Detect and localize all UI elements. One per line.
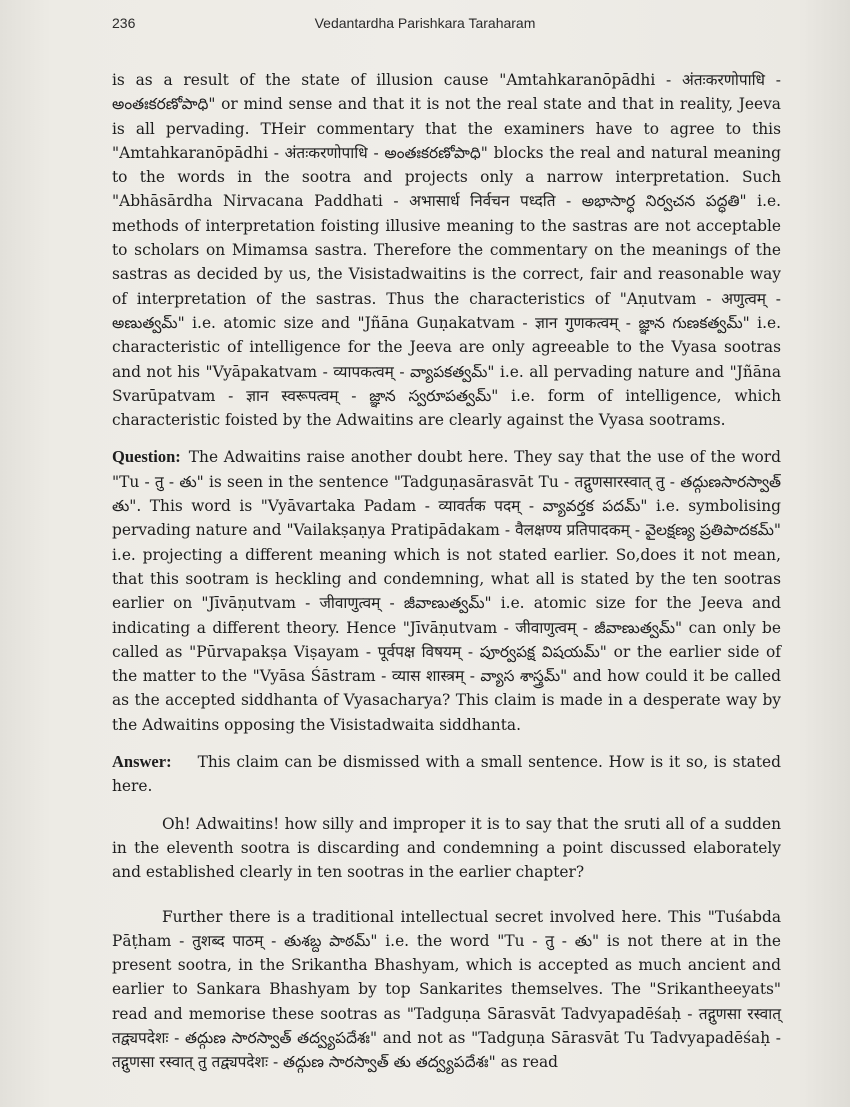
answer-text: This claim can be dismissed with a small sentence. How is it so, is stated here. xyxy=(112,753,781,796)
paragraph-tradition: Further there is a traditional intellectual secret involved here. This "Tuśabda Pāṭham - तुशब्द पाठम् - తుశబ్ద పాఠమ్" i.e. the word "Tu - तु - తు" is not there at in the present sootra, in the Srikantha Bhashyam, which is accepted as much ancient and earlier to Sankara Bhashyam by top Sankarites themselves. The "Srikantheeyats" read and memorise these sootras as "Tadguṇa Sārasvāt Tadvyapadēśaḥ - तद्गुणसा रस्वात् तद्व्यपदेशः - తద్గుణ సారస్వాత్ తద్వ్యపదేశః" and not as "Tadguṇa Sārasvāt Tu Tadvyapadēśaḥ - तद्गुणसा रस्वात् तु तद्व्यपदेशः - తద్గుణ సారస్వాత్ తు తద్వ్యపదేశః" as read xyxy=(112,907,781,1072)
answer-paragraph xyxy=(112,750,781,799)
paragraph-continuation: is as a result of the state of illusion cause "Amtahkaranōpādhi - अंतःकरणोपाधि - అంతఃకరణోపాధి" or mind sense and that it is not the real state and that in reality, Jeeva is all pervading. THeir commentary that the examiners have to agree to this "Amtahkaranōpādhi - अंतःकरणोपाधि - అంతఃకరణోపాధి" blocks the real and natural meaning to the words in the sootra and projects only a narrow interpretation. Such "Abhāsārdha Nirvacana Paddhati - अभासार्ध निर्वचन पध्दति - అభాసార్ధ నిర్వచన పద్ధతి" i.e. methods of interpretation foisting illusive meaning to the sastras are not acceptable to scholars on Mimamsa sastra. Therefore the commentary on the meanings of the sastras as decided by us, the Visistadwaitins is the correct, fair and reasonable way of interpretation of the sastras. Thus the characteristics of "Aṇutvam - अणुत्वम् - అణుత్వమ్" i.e. atomic size and "Jñāna Guṇakatvam - ज्ञान गुणकत्वम् - జ్ఞాన గుణకత్వమ్" i.e. characteristic of intelligence for the Jeeva are only agreeable to the Vyasa sootras and not his "Vyāpakatvam - व्यापकत्वम् - వ్యాపకత్వమ్" i.e. all pervading nature and "Jñāna Svarūpatvam - ज्ञान स्वरूपत्वम् - జ్ఞాన స్వరూపత్వమ్" i.e. form of intelligence, which characteristic foisted by the Adwaitins are clearly against the Vyasa sootrams. xyxy=(112,71,781,430)
page-body xyxy=(112,68,781,1075)
question-paragraph xyxy=(112,445,781,737)
question-text: The Adwaitins raise another doubt here. They say that the use of the word "Tu - तु - తు" is seen in the sentence "Tadguṇasārasvāt Tu - तद्गुणसारस्वात् तु - తద్గుణసారస్వాత్ తు". This word is "Vyāvartaka Padam - व्यावर्तक पदम् - వ్యావర్తక పదమ్" i.e. symbolising pervading nature and "Vailakṣaṇya Pratipādakam - वैलक्षण्य प्रतिपादकम् - వైలక్షణ్య ప్రతిపాదకమ్" i.e. projecting a different meaning which is not stated earlier. So,does it not mean, that this sootram is heckling and condemning, what all is stated by the ten sootras earlier on "Jīvāṇutvam - जीवाणुत्वम् - జీవాణుత్వమ్" i.e. atomic size for the Jeeva and indicating a different theory. Hence "Jīvāṇutvam - जीवाणुत्वम् - జీవాణుత్వమ్" can only be called as "Pūrvapakṣa Viṣayam - पूर्वपक्ष विषयम् - పూర్వపక్ష విషయమ్" or the earlier side of the matter to the "Vyāsa Śāstram - व्यास शास्त्रम् - వ్యాస శాస్త్రమ్" and how could it be called as the accepted siddhanta of Vyasacharya? This claim is made in a desperate way by the Adwaitins opposing the Visistadwaita siddhanta. xyxy=(112,448,781,734)
answer-label: Answer: xyxy=(112,752,172,772)
paragraph-adwaitins: Oh! Adwaitins! how silly and improper it is to say that the sruti all of a sudden in the eleventh sootra is discarding and condemning a point discussed elaborately and established clearly in ten sootras in the earlier chapter? xyxy=(112,814,781,882)
page-number: 236 xyxy=(112,15,136,31)
running-title: Vedantardha Parishkara Taraharam xyxy=(314,15,536,31)
question-label: Question: xyxy=(112,447,181,467)
